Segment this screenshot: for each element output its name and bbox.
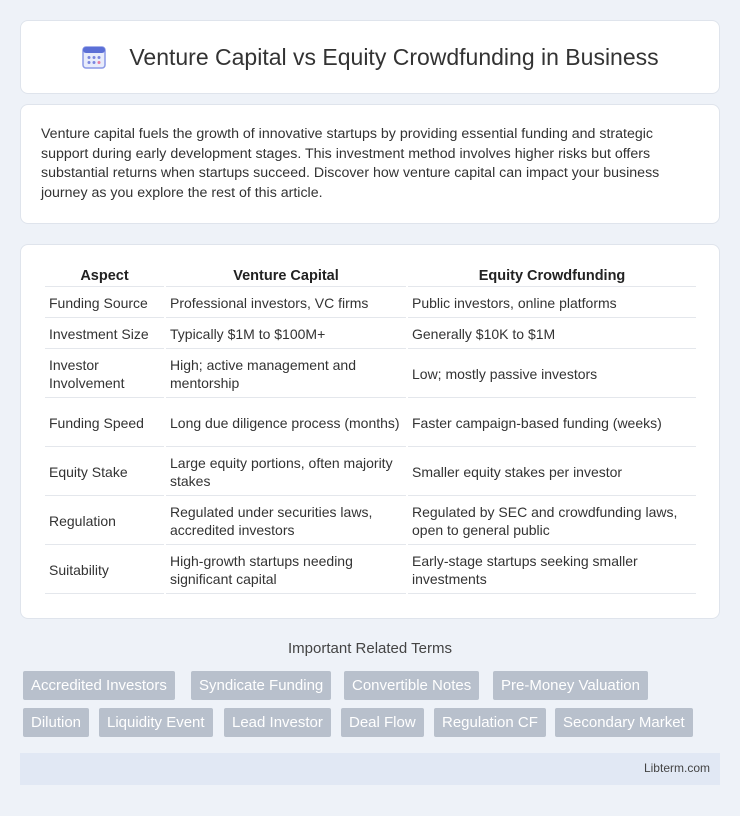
table-cell: Regulated by SEC and crowdfunding laws, open to general public [408,498,696,545]
intro-text: Venture capital fuels the growth of innovative startups by providing essential funding and strategic support during early development stages. This investment method involves higher risks but offers substantial returns when startups succeed. Discover how venture capital can impact your business journey as you explore the rest of this article. [41,126,660,201]
tag-syndicate-funding[interactable]: Syndicate Funding [191,671,331,700]
table-cell: High; active management and mentorship [166,351,406,398]
footer [20,753,720,785]
table-row [45,498,696,545]
table-cell: Professional investors, VC firms [166,289,406,318]
intro-card [20,104,720,224]
table-cell: Smaller equity stakes per investor [408,449,696,496]
tag-secondary-market[interactable]: Secondary Market [555,708,693,737]
table-cell: Investment Size [45,320,164,349]
table-row [45,320,696,349]
tag-accredited-investors[interactable]: Accredited Investors [23,671,175,700]
table-cell: Large equity portions, often majority stakes [166,449,406,496]
table-cell: Regulation [45,498,164,545]
table-cell: Public investors, online platforms [408,289,696,318]
table-row [45,400,696,447]
column-header-equity-crowdfunding: Equity Crowdfunding [408,265,696,287]
table-row [45,289,696,318]
table-cell: Regulated under securities laws, accredited investors [166,498,406,545]
table-cell: Funding Source [45,289,164,318]
footer-brand[interactable]: Libterm.com [643,761,710,775]
table-cell: Generally $10K to $1M [408,320,696,349]
table-cell: Suitability [45,547,164,594]
calendar-grid-icon [81,44,107,70]
table-cell: Equity Stake [45,449,164,496]
table-cell: Funding Speed [45,400,164,447]
tag-convertible-notes[interactable]: Convertible Notes [344,671,479,700]
table-row [45,547,696,594]
table-cell: High-growth startups needing significant capital [166,547,406,594]
table-cell: Investor Involvement [45,351,164,398]
tag-dilution[interactable]: Dilution [23,708,89,737]
header-card [20,20,720,94]
table-cell: Long due diligence process (months) [166,400,406,447]
table-row [45,449,696,496]
tag-regulation-cf[interactable]: Regulation CF [434,708,546,737]
tag-deal-flow[interactable]: Deal Flow [341,708,424,737]
table-row [45,351,696,398]
tag-liquidity-event[interactable]: Liquidity Event [99,708,213,737]
table-cell: Low; mostly passive investors [408,351,696,398]
comparison-table-card [20,244,720,619]
comparison-table [43,263,698,596]
tag-pre-money-valuation[interactable]: Pre-Money Valuation [493,671,648,700]
page-title: Venture Capital vs Equity Crowdfunding in Business [129,43,659,70]
table-cell: Typically $1M to $100M+ [166,320,406,349]
column-header-venture-capital: Venture Capital [166,265,406,287]
related-terms-title: Important Related Terms [288,640,452,657]
tag-lead-investor[interactable]: Lead Investor [224,708,331,737]
table-cell: Faster campaign-based funding (weeks) [408,400,696,447]
column-header-aspect: Aspect [45,265,164,287]
table-cell: Early-stage startups seeking smaller investments [408,547,696,594]
